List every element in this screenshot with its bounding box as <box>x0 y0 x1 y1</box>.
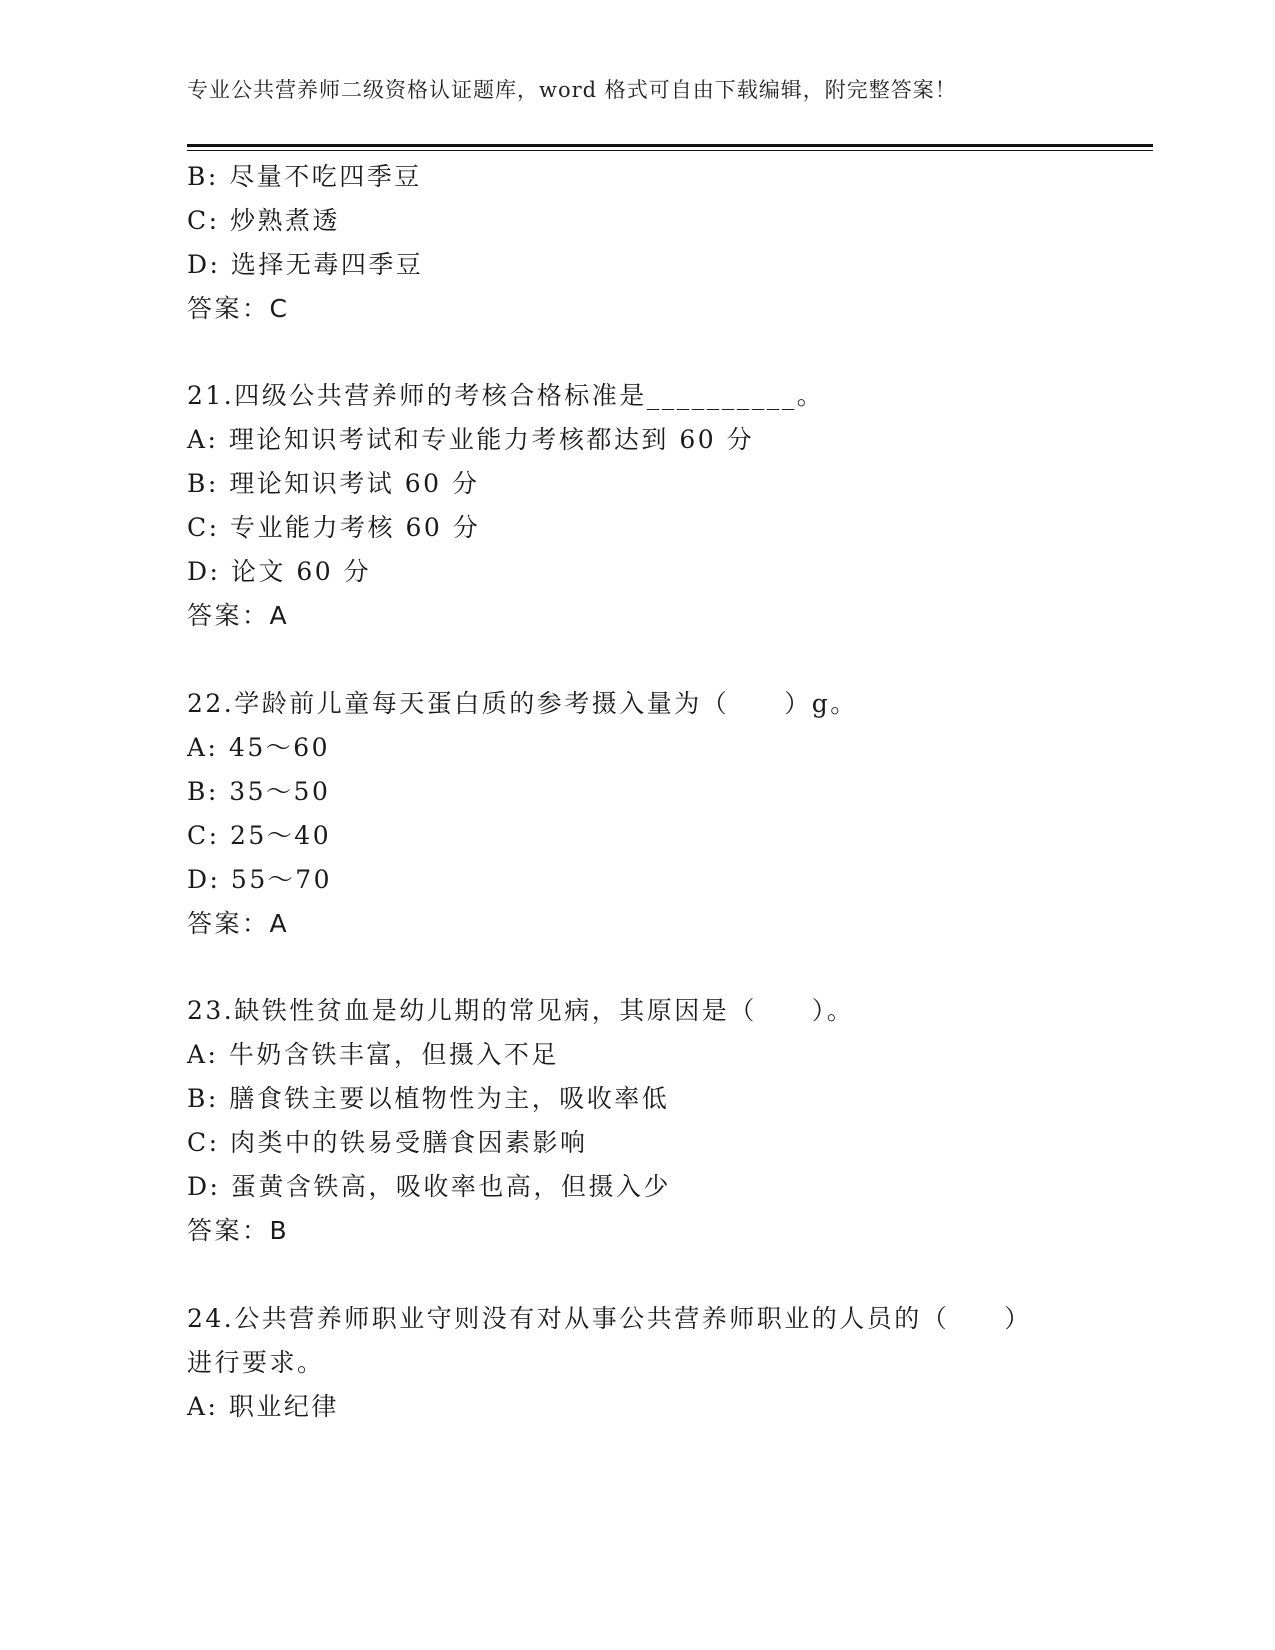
option-c: C: 25～40 <box>187 821 332 850</box>
question-stem: 24.公共营养师职业守则没有对从事公共营养师职业的人员的（ ） <box>187 1304 1032 1333</box>
option-d: D: 蛋黄含铁高，吸收率也高，但摄入少 <box>187 1172 671 1201</box>
option-c: C: 肉类中的铁易受膳食因素影响 <box>187 1128 588 1157</box>
option-c: C: 炒熟煮透 <box>187 206 340 235</box>
option-c: C: 专业能力考核 60 分 <box>187 513 481 542</box>
option-b: B: 尽量不吃四季豆 <box>187 162 422 191</box>
answer-line: 答案：A <box>187 909 290 938</box>
answer-line: 答案：B <box>187 1216 290 1245</box>
question-stem: 22.学龄前儿童每天蛋白质的参考摄入量为（ ）g。 <box>187 689 858 718</box>
option-a: A: 理论知识考试和专业能力考核都达到 60 分 <box>187 425 755 454</box>
page-header: 专业公共营养师二级资格认证题库，word 格式可自由下载编辑，附完整答案！ <box>187 78 957 102</box>
header-rule-thick <box>187 144 1153 147</box>
option-b: B: 膳食铁主要以植物性为主，吸收率低 <box>187 1084 670 1113</box>
question-stem: 23.缺铁性贫血是幼儿期的常见病，其原因是（ ）。 <box>187 996 855 1025</box>
option-b: B: 35～50 <box>187 777 331 806</box>
option-a: A: 45～60 <box>187 733 331 762</box>
question-stem-continued: 进行要求。 <box>187 1348 325 1377</box>
answer-line: 答案：C <box>187 294 290 323</box>
option-d: D: 选择无毒四季豆 <box>187 250 424 279</box>
option-d: D: 55～70 <box>187 865 333 894</box>
option-b: B: 理论知识考试 60 分 <box>187 469 480 498</box>
header-rule-thin <box>187 150 1153 151</box>
option-a: A: 职业纪律 <box>187 1392 339 1421</box>
option-a: A: 牛奶含铁丰富，但摄入不足 <box>187 1040 559 1069</box>
option-d: D: 论文 60 分 <box>187 557 372 586</box>
question-stem: 21.四级公共营养师的考核合格标准是__________。 <box>187 381 825 410</box>
answer-line: 答案：A <box>187 601 290 630</box>
